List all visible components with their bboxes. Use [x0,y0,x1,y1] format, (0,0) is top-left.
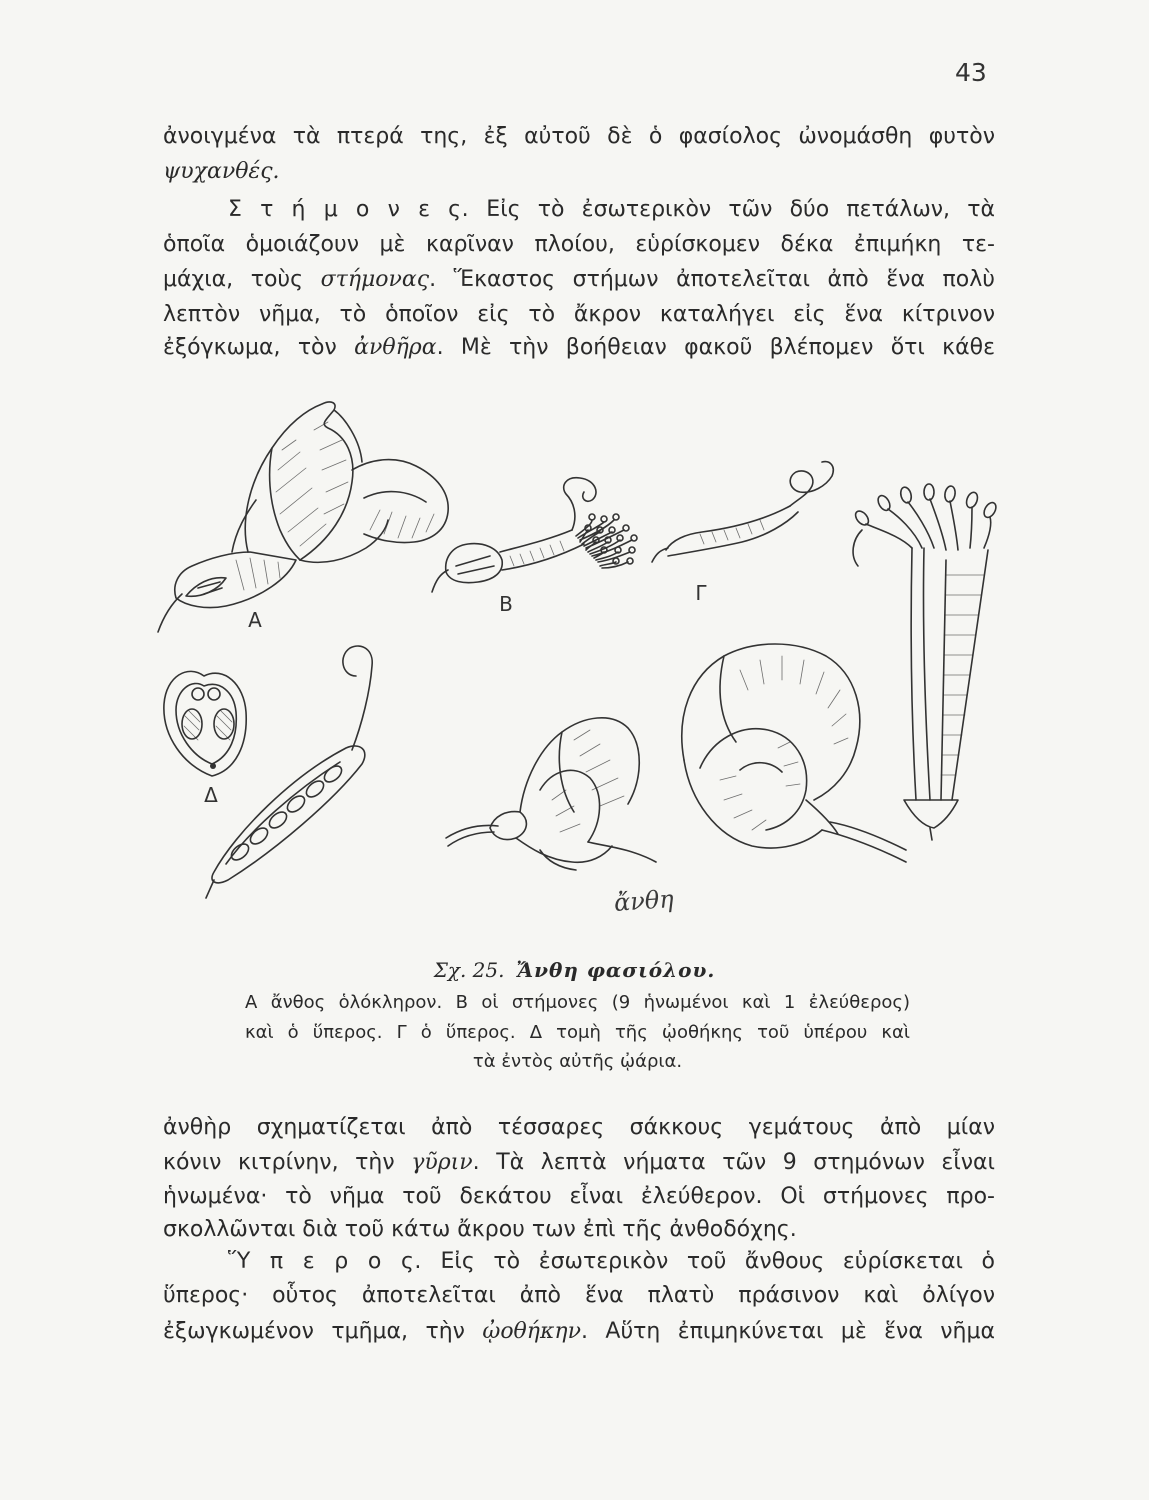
text-segment: ἀνθὴρ σχηματίζεται ἀπὸ τέσσαρες σάκκους γεμάτους ἀπὸ μίαν [163,1115,995,1140]
flower-stem [822,830,906,862]
ovule [247,825,270,847]
text-segment: . Μὲ τὴν βοήθειαν φακοῦ βλέπομεν ὅτι κάθε [436,335,995,360]
figure-number: Σχ. 25. [433,958,505,982]
figure-flower-side-view [446,718,656,870]
body-line [163,155,995,189]
text-segment: κόνιν κιτρίνην, τὴν [163,1150,412,1175]
style-coil [790,462,833,506]
figure-a-whole-flower [158,402,448,632]
figure-stamen-tube [853,484,998,840]
keel-petal [300,520,388,562]
banner-petal [520,718,639,812]
section-heading-stamens: Σ τ ή μ ο ν ε ς. [228,197,470,222]
text-segment: . Τὰ λεπτὰ νήματα τῶν 9 στημόνων εἶναι [472,1150,995,1175]
body-line [163,1146,995,1180]
text-segment: ὕπερος· οὗτος ἀποτελεῖται ἀπὸ ἕνα πλατὺ πράσινον καὶ ὀλίγον [163,1283,995,1308]
anther [924,484,934,500]
text-segment: λεπτὸν νῆμα, τὸ ὁποῖον εἰς τὸ ἄκρον καταλήγει εἰς ἕνα κίτρινον [163,302,995,327]
text-segment: Εἰς τὸ ἐσωτερικὸν τοῦ ἄνθους εὑρίσκεται ὁ [421,1249,996,1274]
stamen-tube [500,530,572,552]
figure-label-b: Β [499,592,513,616]
keel-petal [588,842,656,862]
caption-line: καὶ ὁ ὕπερος. Γ ὁ ὕπερος. Δ τομὴ τῆς ᾠοθήκης τοῦ ὑπέρου καὶ [245,1022,910,1043]
italic-term: ᾠοθήκην [482,1319,581,1344]
page-number: 43 [955,58,987,87]
figure-g-pistil [652,462,833,562]
text-segment: μάχια, τοὺς [163,267,321,292]
text-segment: . Αὕτη ἐπιμηκύνεται μὲ ἕνα νῆμα [580,1319,995,1344]
calyx [175,552,296,608]
body-line [228,1245,995,1279]
anther [899,486,913,504]
figure-caption-title [0,955,1149,985]
anther [982,501,999,520]
body-line [163,1315,995,1349]
text-segment: ἐξωγκωμένον τμῆμα, τὴν [163,1319,483,1344]
banner-petal [682,644,860,800]
figure-flower-front-view [682,644,906,862]
figure-d-ovary-long-section [206,646,372,898]
body-line [163,1180,995,1214]
body-line [163,1279,995,1313]
wing-petal [700,729,807,830]
ovule [266,809,289,831]
free-filament [911,548,916,800]
caption-line: τὰ ἐντὸς αὐτῆς ᾠάρια. [472,1051,683,1072]
body-line [163,298,995,332]
figure-d-ovary-cross-section [164,671,246,776]
ovule [284,793,307,815]
figure-title: Ἄνθη φασιόλου. [516,958,716,982]
body-line [163,1213,995,1247]
anther [944,485,957,502]
italic-term: στήμονας [320,267,430,292]
italic-term: ψυχανθές. [163,159,280,184]
body-line [163,263,995,297]
filament-tube [941,560,946,800]
banner-petal [245,402,353,560]
figure-b-stamens [432,478,637,592]
wing-petal [352,460,448,543]
figure-label-d: Δ [204,783,218,807]
figure-label-a: Α [248,608,262,632]
calyx [446,544,503,583]
ovule [303,778,326,800]
text-segment: ἀνοιγμένα τὰ πτερά της, ἐξ αὐτοῦ δὲ ὁ φασίολος ὠνομάσθη φυτὸν [163,124,995,149]
italic-term: ἀνθῆρα [354,335,437,360]
text-segment: ἐξόγκωμα, τὸν [163,335,355,360]
figure-label-g: Γ [695,581,707,605]
handwritten-note: ἄνθη [613,884,675,918]
italic-term: γῦριν [411,1150,473,1175]
receptacle-cup [904,800,958,828]
body-line [228,193,995,227]
text-segment: Εἰς τὸ ἐσωτερικὸν τῶν δύο πετάλων, τὰ [469,197,995,222]
body-line [163,1111,995,1145]
text-segment: ἡνωμένα· τὸ νῆμα τοῦ δεκάτου εἶναι ἐλεύθερον. Οἱ στήμονες προ- [163,1184,995,1209]
body-line [163,228,995,262]
text-segment: . Ἕκαστος στήμων ἀποτελεῖται ἀπὸ ἕνα πολὺ [429,267,995,292]
text-segment: ὁποῖα ὁμοιάζουν μὲ καρῖναν πλοίου, εὑρίσκομεν δέκα ἐπιμήκη τε- [163,232,995,257]
body-line [163,331,995,365]
text-segment: σκολλῶνται διὰ τοῦ κάτω ἄκρου των ἐπὶ τῆς ἀνθοδόχης. [163,1217,797,1242]
section-heading-pistil: Ὕ π ε ρ ο ς. [228,1249,422,1274]
ovule [321,763,344,785]
ovary [666,506,790,550]
figure-25-illustration [140,385,1010,925]
caption-line: Α ἄνθος ὁλόκληρον. Β οἱ στήμονες (9 ἡνωμένοι καὶ 1 ἐλεύθερος) [245,992,910,1013]
body-line [163,120,995,154]
style-coil [343,646,372,750]
